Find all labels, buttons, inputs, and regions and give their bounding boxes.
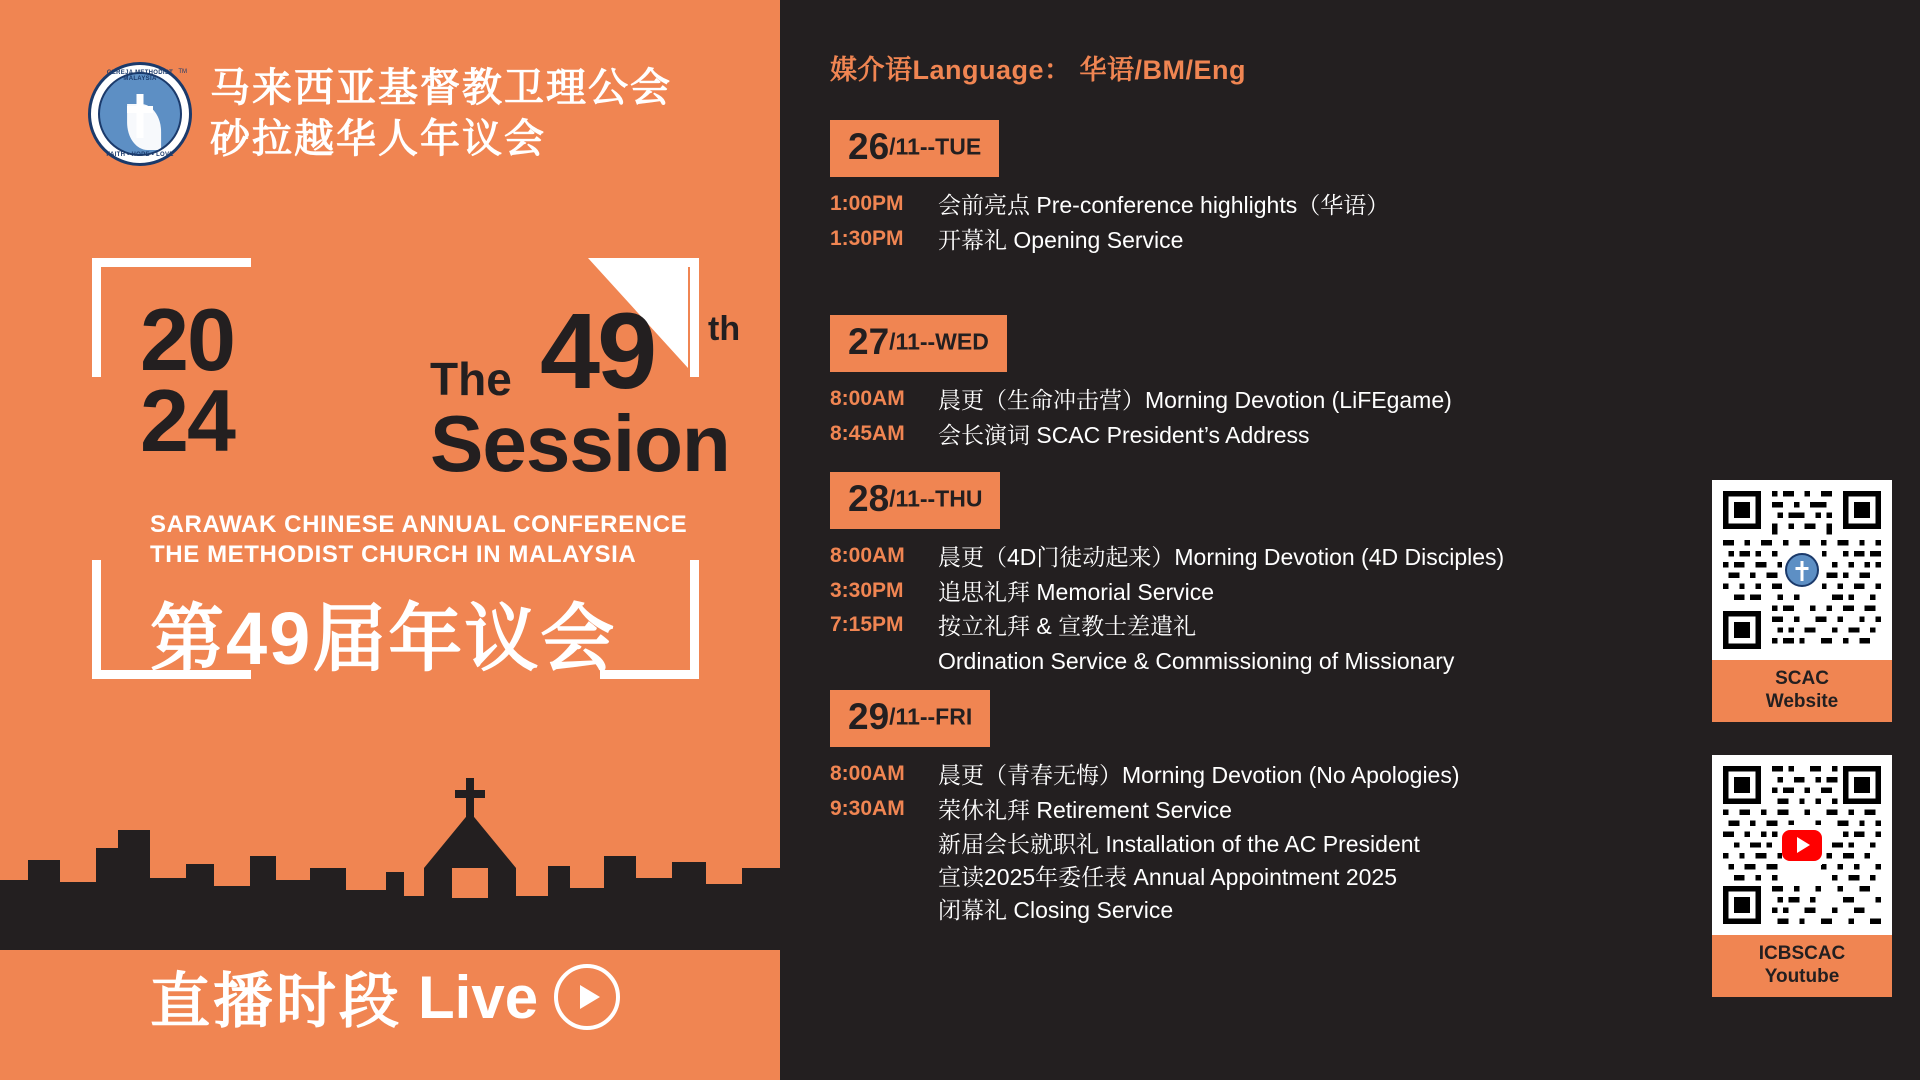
date-day-number: 27: [848, 321, 890, 362]
schedule-description: 开幕礼 Opening Service: [938, 226, 1184, 253]
schedule-row: [830, 541, 1504, 574]
date-day-number: 26: [848, 126, 890, 167]
schedule-items: [830, 189, 1389, 256]
session-word: Session: [430, 399, 730, 488]
schedule-row: [830, 610, 1504, 643]
schedule-row: [830, 759, 1460, 792]
date-chip: [830, 472, 1000, 529]
schedule-time: 1:00PM: [830, 192, 904, 215]
seal-top-text: GEREJA METHODIST MALAYSIA: [106, 70, 174, 82]
qr-label-line2: Website: [1765, 691, 1839, 713]
cross-bar-icon: [127, 106, 153, 113]
poster-right-panel: [780, 0, 1920, 1080]
play-icon[interactable]: [554, 964, 620, 1030]
date-day-number: 29: [848, 696, 890, 737]
schedule-time: 8:00AM: [830, 544, 905, 567]
schedule-row: [830, 224, 1389, 257]
schedule-description: 晨更（青春无悔）Morning Devotion (No Apologies): [938, 762, 1460, 788]
subtitle-en-line1: SARAWAK CHINESE ANNUAL CONFERENCE: [150, 511, 688, 538]
methodist-seal-icon: [1782, 550, 1822, 590]
scac-website-qr-card[interactable]: [1712, 480, 1892, 722]
schedule-description: 荣休礼拜 Retirement Service: [938, 796, 1232, 823]
live-label-english: Live: [418, 963, 539, 1031]
schedule-time: 3:30PM: [830, 578, 904, 602]
organization-header: [88, 62, 672, 166]
live-label-chinese: 直播时段: [150, 968, 402, 1035]
schedule-description: 按立礼拜 & 宣教士差遣礼: [938, 613, 1197, 640]
date-month-weekday: /11--FRI: [889, 703, 973, 730]
methodist-seal-icon: [88, 62, 192, 166]
date-month-weekday: /11--TUE: [889, 133, 982, 160]
schedule-items: [830, 541, 1504, 678]
org-name-line2: 砂拉越华人年议会: [210, 117, 546, 161]
trademark-symbol: TM: [178, 69, 187, 75]
icbscac-youtube-qr-label: [1712, 935, 1892, 997]
scac-website-qr-image: [1712, 480, 1892, 660]
schedule-time: 8:00AM: [830, 762, 905, 785]
seal-bottom-text: FAITH • HOPE • LOVE: [106, 152, 174, 158]
schedule-time: 8:00AM: [830, 387, 905, 410]
organization-name: [210, 63, 672, 165]
org-name-line1: 马来西亚基督教卫理公会: [210, 65, 672, 110]
youtube-badge: [1782, 830, 1822, 861]
year-bottom: 24: [140, 370, 234, 470]
schedule-time: 7:15PM: [830, 613, 904, 637]
subtitle-en-line2: THE METHODIST CHURCH IN MALAYSIA: [150, 541, 637, 568]
date-chip: [830, 315, 1007, 372]
schedule-description: 会前亮点 Pre-conference highlights（华语）: [938, 192, 1390, 218]
schedule-row: [830, 576, 1504, 609]
seal-ring: [98, 72, 182, 156]
city-skyline-illustration: [0, 760, 780, 950]
schedule-row: [830, 419, 1452, 452]
qr-label-line1: ICBSCAC: [1758, 943, 1846, 964]
seal-graphic: [1785, 553, 1819, 587]
session-ordinal: th: [708, 310, 741, 348]
youtube-play-triangle: [1797, 837, 1810, 853]
schedule-description-extra: Ordination Service & Commissioning of Missionary: [938, 647, 1455, 674]
schedule-row: [830, 384, 1452, 417]
schedule-description: 晨更（4D门徒动起来）Morning Devotion (4D Disciples): [938, 544, 1505, 570]
schedule-items: [830, 384, 1452, 451]
schedule-day-block: [830, 472, 1504, 678]
schedule-day-block: [830, 315, 1452, 453]
play-triangle: [580, 985, 600, 1009]
schedule-row: [830, 189, 1389, 222]
date-month-weekday: /11--THU: [889, 485, 983, 512]
language-line: [830, 48, 1246, 87]
schedule-description-extra: 新届会长就职礼 Installation of the AC President: [938, 831, 1420, 858]
youtube-icon: [1782, 825, 1822, 865]
subtitle-chinese: 第49届年议会: [150, 597, 617, 680]
schedule-description: 会长演词 SCAC President’s Address: [938, 421, 1310, 448]
schedule-row: [830, 794, 1460, 827]
schedule-time: 8:45AM: [830, 421, 905, 445]
qr-label-line2: Youtube: [1764, 966, 1840, 988]
poster-left-panel: [0, 0, 780, 1080]
language-label: 媒介语Language：: [830, 55, 1072, 85]
qr-label-line1: SCAC: [1775, 668, 1829, 689]
date-month-weekday: /11--WED: [889, 328, 989, 355]
schedule-day-block: [830, 690, 1460, 926]
icbscac-youtube-qr-image: [1712, 755, 1892, 935]
session-number: 49: [540, 290, 655, 411]
cross-icon: [137, 94, 144, 138]
schedule-items: [830, 759, 1460, 926]
year-top: 20: [140, 290, 234, 389]
schedule-day-block: [830, 120, 1389, 258]
the-word: The: [430, 353, 512, 405]
schedule-description-extra: 宣读2025年委任表 Annual Appointment 2025: [938, 863, 1397, 890]
date-day-number: 28: [848, 478, 890, 519]
live-banner: [150, 954, 620, 1040]
subtitle-english: [150, 510, 687, 570]
schedule-description: 追思礼拜 Memorial Service: [938, 578, 1215, 605]
scac-website-qr-label: [1712, 660, 1892, 722]
schedule-description: 晨更（生命冲击营）Morning Devotion (LiFEgame): [938, 387, 1452, 413]
cross-icon: [1801, 561, 1804, 581]
date-chip: [830, 120, 999, 177]
event-year: [140, 290, 234, 470]
date-chip: [830, 690, 990, 747]
cross-bar-icon: [1796, 567, 1809, 570]
schedule-time: 9:30AM: [830, 796, 905, 820]
icbscac-youtube-qr-card[interactable]: [1712, 755, 1892, 997]
schedule-time: 1:30PM: [830, 226, 904, 250]
language-value: 华语/BM/Eng: [1079, 55, 1247, 85]
schedule-description-extra: 闭幕礼 Closing Service: [938, 896, 1174, 923]
